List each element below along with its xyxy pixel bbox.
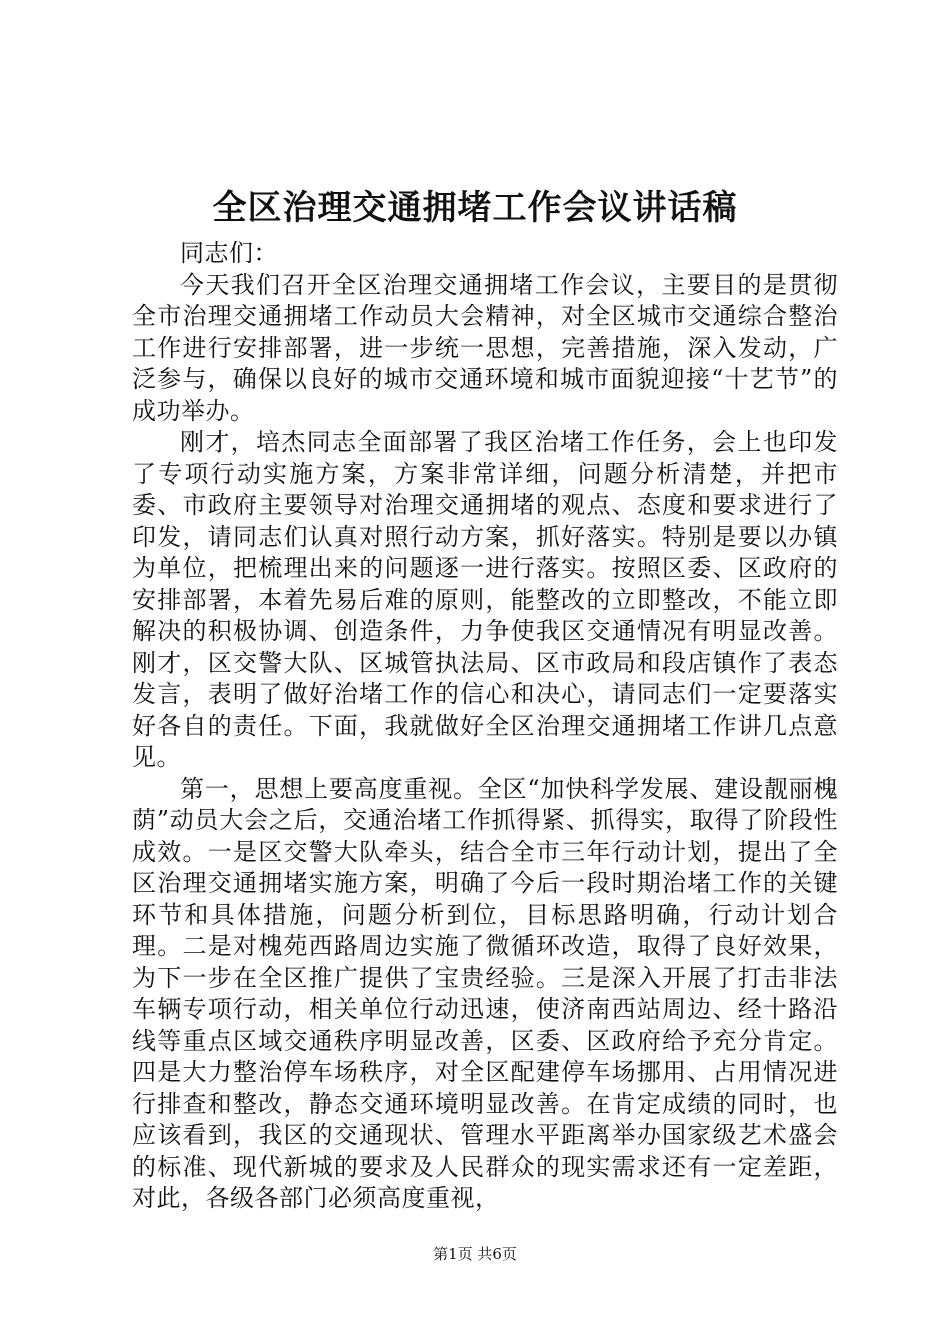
- paragraph-3: 第一，思想上要高度重视。全区“加快科学发展、建设靓丽槐荫”动员大会之后，交通治堵工作抓得紧、抓得实，取得了阶段性成效。一是区交警大队牵头，结合全市三年行动计划，提出了全区治理交通拥堵实施方案，明确了今后一段时期治堵工作的关键环节和具体措施，问题分析到位，目标思路明确，行动计划合理。二是对槐苑西路周边实施了微循环改造，取得了良好效果，为下一步在全区推广提供了宝贵经验。三是深入开展了打击非法车辆专项行动，相关单位行动迅速，使济南西站周边、经十路沿线等重点区域交通秩序明显改善，区委、区政府给予充分肯定。四是大力整治停车场秩序，对全区配建停车场挪用、占用情况进行排查和整改，静态交通环境明显改善。在肯定成绩的同时，也应该看到，我区的交通现状、管理水平距离举办国家级艺术盛会的标准、现代新城的要求及人民群众的现实需求还有一定差距，对此，各级各部门必须高度重视，: [132, 774, 838, 1212]
- paragraph-2: 刚才，培杰同志全面部署了我区治堵工作任务，会上也印发了专项行动实施方案，方案非常详细，问题分析清楚，并把市委、市政府主要领导对治理交通拥堵的观点、态度和要求进行了印发，请同志们认真对照行动方案，抓好落实。特别是要以办镇为单位，把梳理出来的问题逐一进行落实。按照区委、区政府的安排部署，本着先易后难的原则，能整改的立即整改，不能立即解决的积极协调、创造条件，力争使我区交通情况有明显改善。刚才，区交警大队、区城管执法局、区市政局和段店镇作了表态发言，表明了做好治堵工作的信心和决心，请同志们一定要落实好各自的责任。下面，我就做好全区治理交通拥堵工作讲几点意见。: [132, 428, 838, 771]
- document-title: 全区治理交通拥堵工作会议讲话稿: [212, 188, 738, 228]
- salutation: 同志们：: [180, 239, 278, 267]
- document-body: [132, 238, 838, 1215]
- page-number-footer: 第1页 共6页: [433, 1245, 517, 1263]
- paragraph-1: 今天我们召开全区治理交通拥堵工作会议，主要目的是贯彻全市治理交通拥堵工作动员大会精神，对全区城市交通综合整治工作进行安排部署，进一步统一思想，完善措施，深入发动，广泛参与，确保以良好的城市交通环境和城市面貌迎接“十艺节”的成功举办。: [132, 270, 838, 425]
